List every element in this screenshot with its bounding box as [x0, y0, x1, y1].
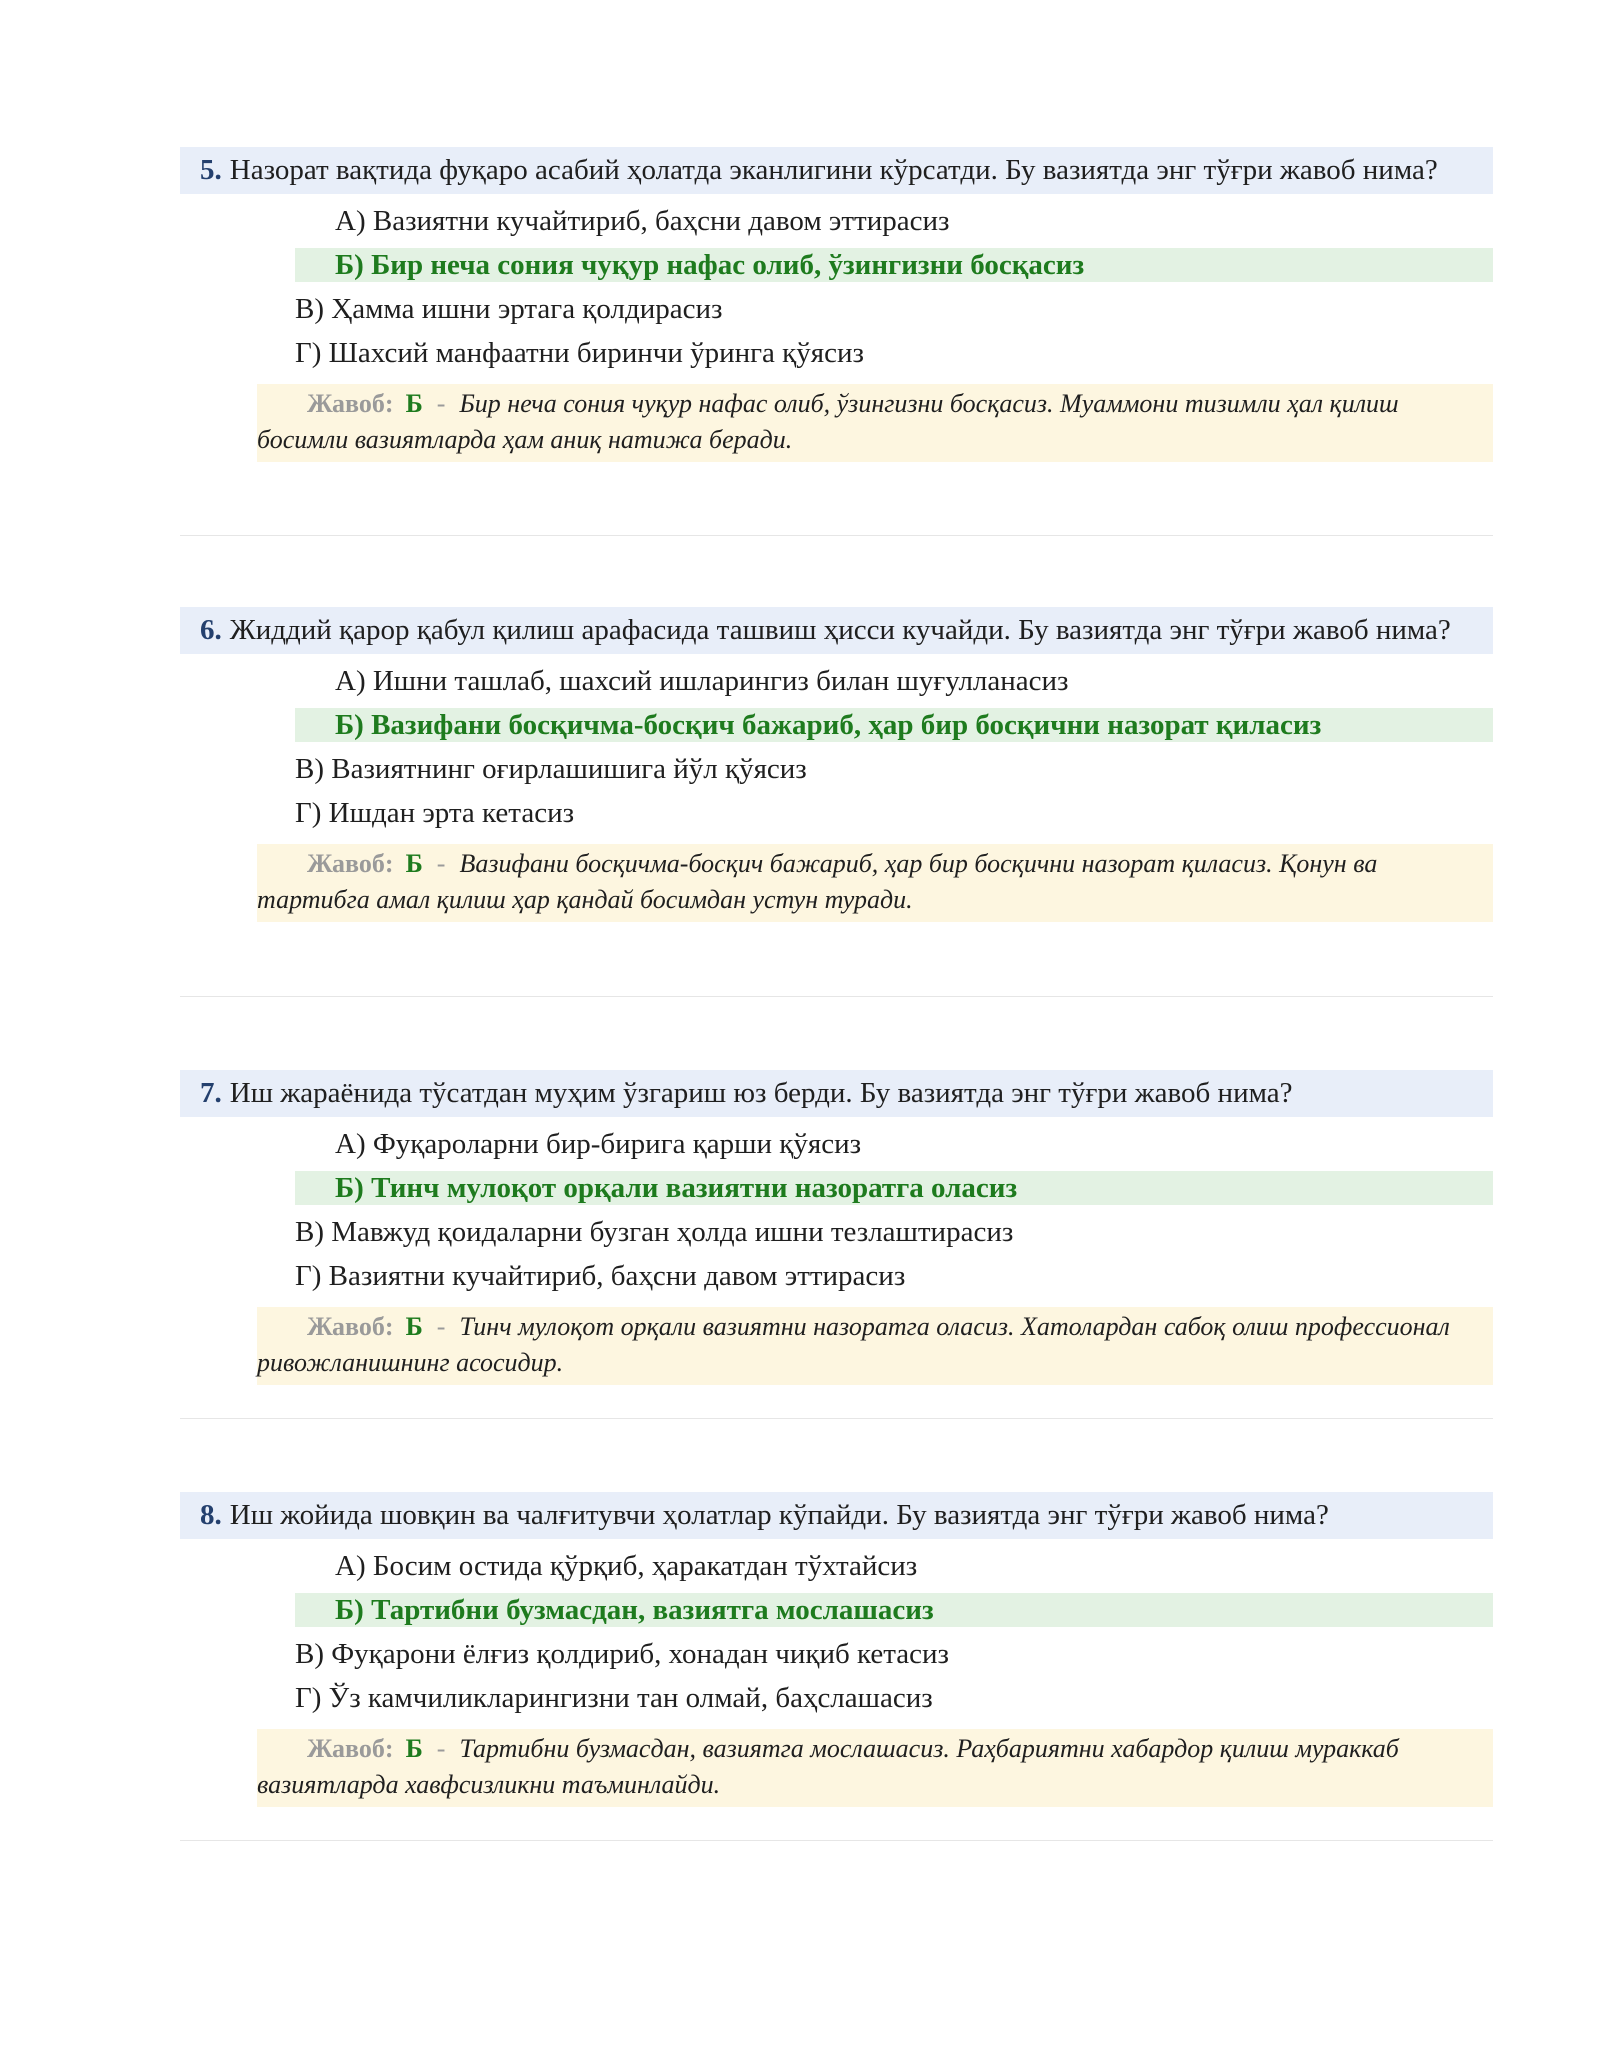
answer-label: Жавоб: [307, 389, 394, 418]
option-a: А) Босим остида қўрқиб, ҳаракатдан тўхтайсиз [335, 1550, 918, 1582]
question-block-8 [180, 1492, 1493, 1807]
question-block-5 [180, 147, 1493, 462]
option-b-correct: Б) Бир неча сония чуқур нафас олиб, ўзингизни босқасиз [295, 248, 1493, 282]
answer-letter: Б [405, 849, 423, 878]
question-text: Иш жойида шовқин ва чалғитувчи ҳолатлар кўпайди. Бу вазиятда энг тўғри жавоб нима? [229, 1499, 1329, 1531]
option-g: Г) Ишдан эрта кетасиз [295, 797, 575, 829]
answer-dash: - [436, 389, 446, 418]
answer-label: Жавоб: [307, 1734, 394, 1763]
option-a: А) Вазиятни кучайтириб, баҳсни давом эттирасиз [335, 205, 950, 237]
question-text-block [180, 1492, 1493, 1539]
answer-label: Жавоб: [307, 849, 394, 878]
question-number: 6. [200, 614, 222, 646]
question-text-block [180, 607, 1493, 654]
answer-explanation: Бир неча сония чуқур нафас олиб, ўзингизни босқасиз. Муаммони тизимли ҳал қилиш босимли вазиятларда ҳам аниқ натижа беради. [257, 389, 1399, 454]
answer-letter: Б [405, 1312, 423, 1341]
answer-letter: Б [405, 389, 423, 418]
answer-letter: Б [405, 1734, 423, 1763]
answer-box [257, 384, 1493, 462]
question-text: Жиддий қарор қабул қилиш арафасида ташвиш ҳисси кучайди. Бу вазиятда энг тўғри жавоб нима? [229, 614, 1451, 646]
answer-box [257, 1307, 1493, 1385]
question-number: 5. [200, 154, 222, 186]
option-b-correct: Б) Тинч мулоқот орқали вазиятни назоратга оласиз [295, 1171, 1493, 1205]
answer-explanation: Вазифани босқичма-босқич бажариб, ҳар бир босқични назорат қиласиз. Қонун ва тартибга амал қилиш ҳар қандай босимдан устун туради. [257, 849, 1378, 914]
divider [180, 1840, 1493, 1841]
option-v: В) Фуқарони ёлғиз қолдириб, хонадан чиқиб кетасиз [295, 1638, 949, 1670]
option-v: В) Ҳамма ишни эртага қолдирасиз [295, 293, 723, 325]
answer-dash: - [436, 1734, 446, 1763]
option-v: В) Вазиятнинг оғирлашишига йўл қўясиз [295, 753, 807, 785]
divider [180, 535, 1493, 536]
option-v: В) Мавжуд қоидаларни бузган ҳолда ишни тезлаштирасиз [295, 1216, 1014, 1248]
answer-dash: - [436, 849, 446, 878]
option-g: Г) Ўз камчиликларингизни тан олмай, баҳслашасиз [295, 1682, 933, 1714]
option-g: Г) Вазиятни кучайтириб, баҳсни давом эттирасиз [295, 1260, 906, 1292]
option-g: Г) Шахсий манфаатни биринчи ўринга қўясиз [295, 337, 864, 369]
divider [180, 1418, 1493, 1419]
question-number: 8. [200, 1499, 222, 1531]
answer-dash: - [436, 1312, 446, 1341]
question-text: Иш жараёнида тўсатдан муҳим ўзгариш юз берди. Бу вазиятда энг тўғри жавоб нима? [229, 1077, 1293, 1109]
option-b-correct: Б) Тартибни бузмасдан, вазиятга мослашасиз [295, 1593, 1493, 1627]
divider [180, 996, 1493, 997]
answer-label: Жавоб: [307, 1312, 394, 1341]
question-block-7 [180, 1070, 1493, 1385]
question-block-6 [180, 607, 1493, 922]
question-number: 7. [200, 1077, 222, 1109]
answer-explanation: Тартибни бузмасдан, вазиятга мослашасиз. Раҳбариятни хабардор қилиш мураккаб вазиятларда хавфсизликни таъминлайди. [257, 1734, 1399, 1799]
option-a: А) Фуқароларни бир-бирига қарши қўясиз [335, 1128, 862, 1160]
answer-box [257, 844, 1493, 922]
option-a: А) Ишни ташлаб, шахсий ишларингиз билан шуғулланасиз [335, 665, 1069, 697]
question-text-block [180, 1070, 1493, 1117]
option-b-correct: Б) Вазифани босқичма-босқич бажариб, ҳар бир босқични назорат қиласиз [295, 708, 1493, 742]
answer-box [257, 1729, 1493, 1807]
question-text-block [180, 147, 1493, 194]
answer-explanation: Тинч мулоқот орқали вазиятни назоратга оласиз. Хатолардан сабоқ олиш профессионал ривожланишнинг асосидир. [257, 1312, 1450, 1377]
question-text: Назорат вақтида фуқаро асабий ҳолатда эканлигини кўрсатди. Бу вазиятда энг тўғри жавоб нима? [229, 154, 1438, 186]
